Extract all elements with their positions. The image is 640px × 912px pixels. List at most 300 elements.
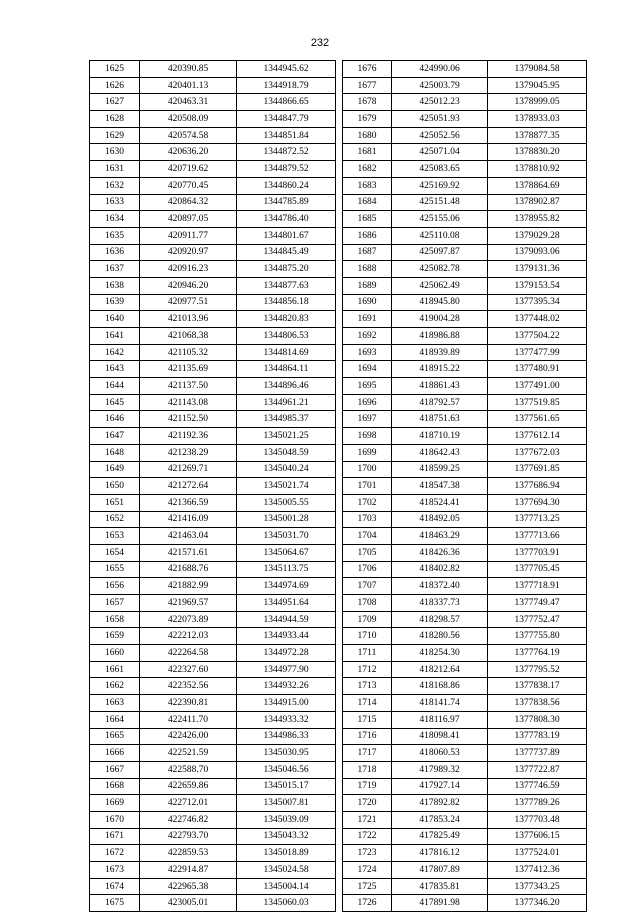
y-coordinate-cell: 1378877.35 <box>488 127 587 144</box>
y-coordinate-cell: 1377789.26 <box>488 795 587 812</box>
y-coordinate-cell: 1344918.79 <box>237 77 336 94</box>
y-coordinate-cell: 1378999.05 <box>488 94 587 111</box>
x-coordinate-cell: 418060.53 <box>392 745 488 762</box>
x-coordinate-cell: 418861.43 <box>392 378 488 395</box>
point-number-cell: 1631 <box>90 161 140 178</box>
x-coordinate-cell: 425003.79 <box>392 77 488 94</box>
point-number-cell: 1643 <box>90 361 140 378</box>
table-row <box>90 94 336 111</box>
point-number-cell: 1708 <box>343 595 392 612</box>
y-coordinate-cell: 1345024.58 <box>237 862 336 879</box>
point-number-cell: 1678 <box>343 94 392 111</box>
point-number-cell: 1644 <box>90 378 140 395</box>
point-number-cell: 1641 <box>90 328 140 345</box>
table-row <box>90 211 336 228</box>
point-number-cell: 1677 <box>343 77 392 94</box>
y-coordinate-cell: 1377718.91 <box>488 578 587 595</box>
y-coordinate-cell: 1345018.89 <box>237 845 336 862</box>
point-number-cell: 1639 <box>90 294 140 311</box>
x-coordinate-cell: 422859.53 <box>140 845 237 862</box>
x-coordinate-cell: 422073.89 <box>140 611 237 628</box>
y-coordinate-cell: 1378902.87 <box>488 194 587 211</box>
point-number-cell: 1709 <box>343 611 392 628</box>
x-coordinate-cell: 422521.59 <box>140 745 237 762</box>
y-coordinate-cell: 1345021.74 <box>237 478 336 495</box>
point-number-cell: 1642 <box>90 344 140 361</box>
y-coordinate-cell: 1377343.25 <box>488 878 587 895</box>
x-coordinate-cell: 418599.25 <box>392 461 488 478</box>
table-row <box>343 661 587 678</box>
table-row <box>90 628 336 645</box>
y-coordinate-cell: 1345043.32 <box>237 828 336 845</box>
point-number-cell: 1684 <box>343 194 392 211</box>
point-number-cell: 1692 <box>343 328 392 345</box>
point-number-cell: 1650 <box>90 478 140 495</box>
y-coordinate-cell: 1377722.87 <box>488 761 587 778</box>
table-row <box>343 444 587 461</box>
y-coordinate-cell: 1344860.24 <box>237 177 336 194</box>
table-row <box>343 211 587 228</box>
table-row <box>343 795 587 812</box>
point-number-cell: 1647 <box>90 428 140 445</box>
x-coordinate-cell: 425155.06 <box>392 211 488 228</box>
table-row <box>343 678 587 695</box>
x-coordinate-cell: 425169.92 <box>392 177 488 194</box>
point-number-cell: 1633 <box>90 194 140 211</box>
x-coordinate-cell: 420574.58 <box>140 127 237 144</box>
y-coordinate-cell: 1377838.17 <box>488 678 587 695</box>
y-coordinate-cell: 1344845.49 <box>237 244 336 261</box>
x-coordinate-cell: 418372.40 <box>392 578 488 595</box>
table-row <box>90 411 336 428</box>
y-coordinate-cell: 1379045.95 <box>488 77 587 94</box>
x-coordinate-cell: 418792.57 <box>392 394 488 411</box>
y-coordinate-cell: 1378864.69 <box>488 177 587 194</box>
y-coordinate-cell: 1377808.30 <box>488 711 587 728</box>
point-number-cell: 1680 <box>343 127 392 144</box>
y-coordinate-cell: 1378933.03 <box>488 111 587 128</box>
point-number-cell: 1697 <box>343 411 392 428</box>
point-number-cell: 1689 <box>343 277 392 294</box>
point-number-cell: 1683 <box>343 177 392 194</box>
point-number-cell: 1668 <box>90 778 140 795</box>
point-number-cell: 1636 <box>90 244 140 261</box>
y-coordinate-cell: 1345040.24 <box>237 461 336 478</box>
y-coordinate-cell: 1377746.59 <box>488 778 587 795</box>
table-row <box>343 394 587 411</box>
y-coordinate-cell: 1377795.52 <box>488 661 587 678</box>
y-coordinate-cell: 1344972.28 <box>237 645 336 662</box>
x-coordinate-cell: 420946.20 <box>140 277 237 294</box>
point-number-cell: 1663 <box>90 695 140 712</box>
x-coordinate-cell: 417853.24 <box>392 811 488 828</box>
point-number-cell: 1726 <box>343 895 392 912</box>
x-coordinate-cell: 425052.56 <box>392 127 488 144</box>
table-row <box>343 161 587 178</box>
x-coordinate-cell: 417989.32 <box>392 761 488 778</box>
point-number-cell: 1686 <box>343 227 392 244</box>
x-coordinate-cell: 417825.49 <box>392 828 488 845</box>
x-coordinate-cell: 422914.87 <box>140 862 237 879</box>
y-coordinate-cell: 1344877.63 <box>237 277 336 294</box>
y-coordinate-cell: 1344985.37 <box>237 411 336 428</box>
x-coordinate-cell: 423005.01 <box>140 895 237 912</box>
x-coordinate-cell: 422264.58 <box>140 645 237 662</box>
x-coordinate-cell: 421143.08 <box>140 394 237 411</box>
y-coordinate-cell: 1345015.17 <box>237 778 336 795</box>
y-coordinate-cell: 1379029.28 <box>488 227 587 244</box>
x-coordinate-cell: 421105.32 <box>140 344 237 361</box>
y-coordinate-cell: 1377504.22 <box>488 328 587 345</box>
table-row <box>90 144 336 161</box>
table-row <box>343 478 587 495</box>
table-row <box>90 461 336 478</box>
x-coordinate-cell: 418280.56 <box>392 628 488 645</box>
point-number-cell: 1682 <box>343 161 392 178</box>
point-number-cell: 1700 <box>343 461 392 478</box>
table-row <box>90 778 336 795</box>
point-number-cell: 1625 <box>90 61 140 78</box>
table-row <box>90 311 336 328</box>
x-coordinate-cell: 417835.81 <box>392 878 488 895</box>
y-coordinate-cell: 1345001.28 <box>237 511 336 528</box>
table-row <box>343 328 587 345</box>
table-row <box>343 294 587 311</box>
point-number-cell: 1667 <box>90 761 140 778</box>
table-row <box>343 144 587 161</box>
y-coordinate-cell: 1344851.84 <box>237 127 336 144</box>
table-row <box>90 344 336 361</box>
y-coordinate-cell: 1345004.14 <box>237 878 336 895</box>
table-row <box>343 511 587 528</box>
table-row <box>343 761 587 778</box>
point-number-cell: 1710 <box>343 628 392 645</box>
point-number-cell: 1632 <box>90 177 140 194</box>
table-row <box>343 127 587 144</box>
y-coordinate-cell: 1344806.53 <box>237 328 336 345</box>
table-row <box>90 428 336 445</box>
table-row <box>343 261 587 278</box>
x-coordinate-cell: 418254.30 <box>392 645 488 662</box>
y-coordinate-cell: 1345060.03 <box>237 895 336 912</box>
table-row <box>90 645 336 662</box>
x-coordinate-cell: 421882.99 <box>140 578 237 595</box>
x-coordinate-cell: 420401.13 <box>140 77 237 94</box>
x-coordinate-cell: 418710.19 <box>392 428 488 445</box>
point-number-cell: 1711 <box>343 645 392 662</box>
point-number-cell: 1725 <box>343 878 392 895</box>
x-coordinate-cell: 421969.57 <box>140 595 237 612</box>
x-coordinate-cell: 422426.00 <box>140 728 237 745</box>
table-row <box>90 711 336 728</box>
x-coordinate-cell: 425110.08 <box>392 227 488 244</box>
y-coordinate-cell: 1344961.21 <box>237 394 336 411</box>
y-coordinate-cell: 1377749.47 <box>488 595 587 612</box>
point-number-cell: 1695 <box>343 378 392 395</box>
y-coordinate-cell: 1344879.52 <box>237 161 336 178</box>
y-coordinate-cell: 1377477.99 <box>488 344 587 361</box>
table-row <box>343 895 587 912</box>
point-number-cell: 1721 <box>343 811 392 828</box>
point-number-cell: 1720 <box>343 795 392 812</box>
y-coordinate-cell: 1345046.56 <box>237 761 336 778</box>
y-coordinate-cell: 1377838.56 <box>488 695 587 712</box>
table-row <box>343 428 587 445</box>
point-number-cell: 1653 <box>90 528 140 545</box>
point-number-cell: 1658 <box>90 611 140 628</box>
y-coordinate-cell: 1344974.69 <box>237 578 336 595</box>
x-coordinate-cell: 421416.09 <box>140 511 237 528</box>
x-coordinate-cell: 418098.41 <box>392 728 488 745</box>
point-number-cell: 1670 <box>90 811 140 828</box>
x-coordinate-cell: 422965.38 <box>140 878 237 895</box>
y-coordinate-cell: 1344915.00 <box>237 695 336 712</box>
y-coordinate-cell: 1379093.06 <box>488 244 587 261</box>
table-row <box>343 461 587 478</box>
table-row <box>343 845 587 862</box>
table-row <box>343 878 587 895</box>
point-number-cell: 1652 <box>90 511 140 528</box>
x-coordinate-cell: 418547.38 <box>392 478 488 495</box>
x-coordinate-cell: 417927.14 <box>392 778 488 795</box>
table-row <box>90 394 336 411</box>
point-number-cell: 1654 <box>90 544 140 561</box>
point-number-cell: 1661 <box>90 661 140 678</box>
table-row <box>343 244 587 261</box>
x-coordinate-cell: 421688.76 <box>140 561 237 578</box>
point-number-cell: 1640 <box>90 311 140 328</box>
x-coordinate-cell: 420390.85 <box>140 61 237 78</box>
y-coordinate-cell: 1344896.46 <box>237 378 336 395</box>
table-row <box>343 111 587 128</box>
point-number-cell: 1674 <box>90 878 140 895</box>
table-row <box>343 561 587 578</box>
y-coordinate-cell: 1345039.09 <box>237 811 336 828</box>
table-row <box>90 194 336 211</box>
table-row <box>90 161 336 178</box>
y-coordinate-cell: 1345113.75 <box>237 561 336 578</box>
point-number-cell: 1716 <box>343 728 392 745</box>
x-coordinate-cell: 425083.65 <box>392 161 488 178</box>
y-coordinate-cell: 1344847.79 <box>237 111 336 128</box>
point-number-cell: 1690 <box>343 294 392 311</box>
table-row <box>90 544 336 561</box>
table-row <box>90 878 336 895</box>
point-number-cell: 1685 <box>343 211 392 228</box>
point-number-cell: 1676 <box>343 61 392 78</box>
point-number-cell: 1687 <box>343 244 392 261</box>
point-number-cell: 1665 <box>90 728 140 745</box>
table-row <box>90 661 336 678</box>
point-number-cell: 1637 <box>90 261 140 278</box>
point-number-cell: 1699 <box>343 444 392 461</box>
point-number-cell: 1638 <box>90 277 140 294</box>
x-coordinate-cell: 421571.61 <box>140 544 237 561</box>
y-coordinate-cell: 1377703.91 <box>488 544 587 561</box>
x-coordinate-cell: 425097.87 <box>392 244 488 261</box>
x-coordinate-cell: 425151.48 <box>392 194 488 211</box>
y-coordinate-cell: 1344814.69 <box>237 344 336 361</box>
x-coordinate-cell: 417892.82 <box>392 795 488 812</box>
point-number-cell: 1701 <box>343 478 392 495</box>
table-row <box>343 645 587 662</box>
x-coordinate-cell: 418524.41 <box>392 494 488 511</box>
point-number-cell: 1691 <box>343 311 392 328</box>
point-number-cell: 1705 <box>343 544 392 561</box>
table-row <box>90 728 336 745</box>
x-coordinate-cell: 420770.45 <box>140 177 237 194</box>
point-number-cell: 1715 <box>343 711 392 728</box>
y-coordinate-cell: 1377755.80 <box>488 628 587 645</box>
point-number-cell: 1645 <box>90 394 140 411</box>
point-number-cell: 1693 <box>343 344 392 361</box>
y-coordinate-cell: 1345007.81 <box>237 795 336 812</box>
table-row <box>90 77 336 94</box>
x-coordinate-cell: 418116.97 <box>392 711 488 728</box>
point-number-cell: 1696 <box>343 394 392 411</box>
table-row <box>343 695 587 712</box>
x-coordinate-cell: 418986.88 <box>392 328 488 345</box>
table-row <box>90 478 336 495</box>
table-row <box>90 127 336 144</box>
point-number-cell: 1666 <box>90 745 140 762</box>
table-row <box>90 294 336 311</box>
y-coordinate-cell: 1344856.18 <box>237 294 336 311</box>
point-number-cell: 1664 <box>90 711 140 728</box>
x-coordinate-cell: 417891.98 <box>392 895 488 912</box>
y-coordinate-cell: 1344801.67 <box>237 227 336 244</box>
point-number-cell: 1669 <box>90 795 140 812</box>
y-coordinate-cell: 1344786.40 <box>237 211 336 228</box>
table-row <box>90 277 336 294</box>
table-row <box>343 277 587 294</box>
y-coordinate-cell: 1377713.25 <box>488 511 587 528</box>
point-number-cell: 1717 <box>343 745 392 762</box>
y-coordinate-cell: 1377519.85 <box>488 394 587 411</box>
table-row <box>90 444 336 461</box>
table-row <box>343 544 587 561</box>
y-coordinate-cell: 1377703.48 <box>488 811 587 828</box>
x-coordinate-cell: 420920.97 <box>140 244 237 261</box>
table-row <box>90 111 336 128</box>
point-number-cell: 1649 <box>90 461 140 478</box>
point-number-cell: 1659 <box>90 628 140 645</box>
table-row <box>343 811 587 828</box>
x-coordinate-cell: 422352.56 <box>140 678 237 695</box>
point-number-cell: 1723 <box>343 845 392 862</box>
x-coordinate-cell: 421238.29 <box>140 444 237 461</box>
y-coordinate-cell: 1379131.36 <box>488 261 587 278</box>
y-coordinate-cell: 1377561.65 <box>488 411 587 428</box>
x-coordinate-cell: 421272.64 <box>140 478 237 495</box>
x-coordinate-cell: 424990.06 <box>392 61 488 78</box>
x-coordinate-cell: 418141.74 <box>392 695 488 712</box>
x-coordinate-cell: 419004.28 <box>392 311 488 328</box>
table-row <box>90 811 336 828</box>
point-number-cell: 1656 <box>90 578 140 595</box>
coordinate-table-left <box>89 60 336 912</box>
table-row <box>343 578 587 595</box>
x-coordinate-cell: 420719.62 <box>140 161 237 178</box>
table-row <box>343 94 587 111</box>
x-coordinate-cell: 418492.05 <box>392 511 488 528</box>
point-number-cell: 1722 <box>343 828 392 845</box>
y-coordinate-cell: 1344944.59 <box>237 611 336 628</box>
table-row <box>90 361 336 378</box>
x-coordinate-cell: 420977.51 <box>140 294 237 311</box>
y-coordinate-cell: 1344820.83 <box>237 311 336 328</box>
y-coordinate-cell: 1377448.02 <box>488 311 587 328</box>
table-row <box>90 595 336 612</box>
x-coordinate-cell: 420636.20 <box>140 144 237 161</box>
y-coordinate-cell: 1379153.54 <box>488 277 587 294</box>
x-coordinate-cell: 418298.57 <box>392 611 488 628</box>
point-number-cell: 1657 <box>90 595 140 612</box>
x-coordinate-cell: 425051.93 <box>392 111 488 128</box>
x-coordinate-cell: 425062.49 <box>392 277 488 294</box>
x-coordinate-cell: 421152.50 <box>140 411 237 428</box>
table-row <box>343 177 587 194</box>
point-number-cell: 1627 <box>90 94 140 111</box>
x-coordinate-cell: 422411.70 <box>140 711 237 728</box>
table-row <box>343 595 587 612</box>
point-number-cell: 1688 <box>343 261 392 278</box>
x-coordinate-cell: 422712.01 <box>140 795 237 812</box>
point-number-cell: 1719 <box>343 778 392 795</box>
point-number-cell: 1704 <box>343 528 392 545</box>
y-coordinate-cell: 1377524.01 <box>488 845 587 862</box>
x-coordinate-cell: 418915.22 <box>392 361 488 378</box>
point-number-cell: 1724 <box>343 862 392 879</box>
table-row <box>90 61 336 78</box>
x-coordinate-cell: 421192.36 <box>140 428 237 445</box>
y-coordinate-cell: 1344933.32 <box>237 711 336 728</box>
table-row <box>90 862 336 879</box>
point-number-cell: 1635 <box>90 227 140 244</box>
table-row <box>90 745 336 762</box>
table-row <box>90 678 336 695</box>
table-row <box>343 711 587 728</box>
table-row <box>343 728 587 745</box>
point-number-cell: 1673 <box>90 862 140 879</box>
y-coordinate-cell: 1345048.59 <box>237 444 336 461</box>
table-row <box>90 227 336 244</box>
y-coordinate-cell: 1377691.85 <box>488 461 587 478</box>
x-coordinate-cell: 418402.82 <box>392 561 488 578</box>
y-coordinate-cell: 1377694.30 <box>488 494 587 511</box>
point-number-cell: 1713 <box>343 678 392 695</box>
y-coordinate-cell: 1378810.92 <box>488 161 587 178</box>
y-coordinate-cell: 1344864.11 <box>237 361 336 378</box>
x-coordinate-cell: 418939.89 <box>392 344 488 361</box>
y-coordinate-cell: 1377346.20 <box>488 895 587 912</box>
y-coordinate-cell: 1345064.67 <box>237 544 336 561</box>
x-coordinate-cell: 418751.63 <box>392 411 488 428</box>
y-coordinate-cell: 1344872.52 <box>237 144 336 161</box>
y-coordinate-cell: 1344866.65 <box>237 94 336 111</box>
table-row <box>343 628 587 645</box>
y-coordinate-cell: 1377480.91 <box>488 361 587 378</box>
x-coordinate-cell: 420916.23 <box>140 261 237 278</box>
y-coordinate-cell: 1378955.82 <box>488 211 587 228</box>
x-coordinate-cell: 421068.38 <box>140 328 237 345</box>
point-number-cell: 1651 <box>90 494 140 511</box>
table-row <box>343 194 587 211</box>
point-number-cell: 1694 <box>343 361 392 378</box>
y-coordinate-cell: 1345031.70 <box>237 528 336 545</box>
y-coordinate-cell: 1378830.20 <box>488 144 587 161</box>
x-coordinate-cell: 421135.69 <box>140 361 237 378</box>
